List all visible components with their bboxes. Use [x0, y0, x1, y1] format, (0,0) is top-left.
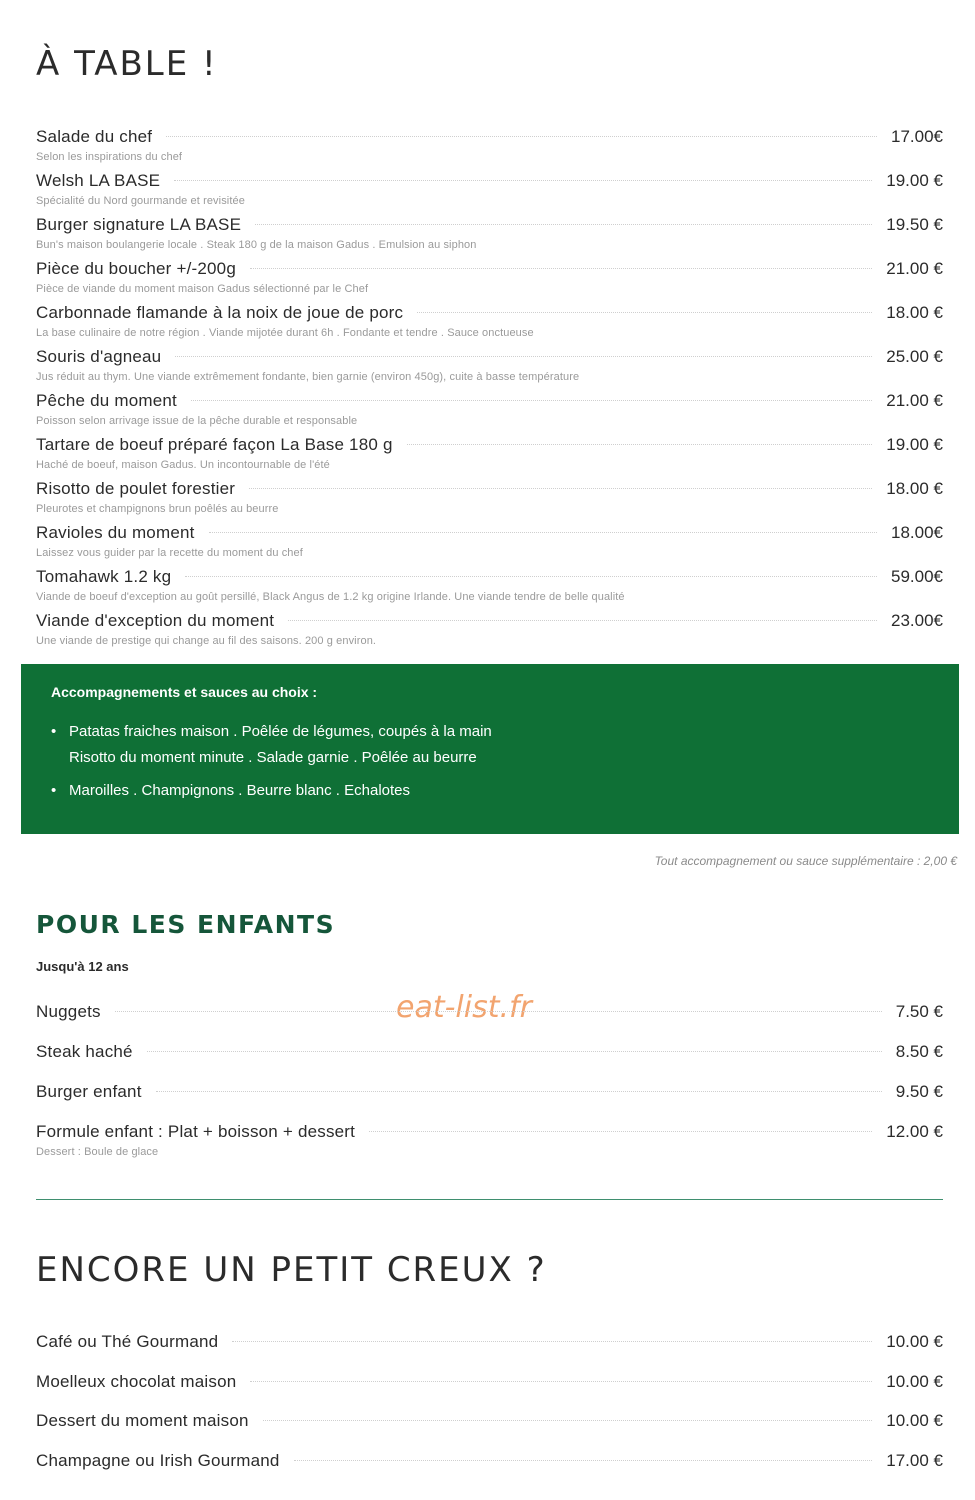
item-price: 17.00€ [891, 127, 943, 146]
dot-leader [407, 444, 873, 445]
item-name: Risotto de poulet forestier [36, 479, 236, 498]
kids-age-limit: Jusqu'à 12 ans [36, 959, 129, 974]
item-price: 10.00 € [886, 1372, 943, 1391]
item-description: Une viande de prestige qui change au fil des saisons. 200 g environ. [36, 635, 377, 647]
desserts-section-title: ENCORE UN PETIT CREUX ? [36, 1250, 547, 1290]
supplement-note: Tout accompagnement ou sauce supplémentaire : 2,00 € [654, 854, 957, 868]
menu-item [36, 215, 943, 251]
item-price: 9.50 € [895, 1082, 943, 1101]
dot-leader [250, 268, 872, 269]
sides-panel [21, 664, 959, 834]
menu-item [36, 171, 943, 207]
item-name: Pièce du boucher +/-200g [36, 259, 236, 278]
sauces-line: Maroilles . Champignons . Beurre blanc . Echalotes [69, 782, 411, 799]
item-description: Haché de boeuf, maison Gadus. Un incontournable de l'été [36, 459, 330, 471]
menu-item [36, 567, 943, 603]
menu-item [36, 1082, 943, 1106]
item-name: Tomahawk 1.2 kg [36, 567, 172, 586]
dot-leader [115, 1011, 882, 1012]
dot-leader [250, 1381, 872, 1382]
item-price: 25.00 € [886, 347, 943, 366]
watermark-logo: eat-list.fr [396, 990, 532, 1025]
item-name: Carbonnade flamande à la noix de joue de porc [36, 303, 404, 322]
item-name: Champagne ou Irish Gourmand [36, 1451, 280, 1470]
menu-item [36, 479, 943, 515]
item-price: 19.00 € [886, 171, 943, 190]
dot-leader [185, 576, 877, 577]
item-name: Salade du chef [36, 127, 153, 146]
item-name: Tartare de boeuf préparé façon La Base 180 g [36, 435, 393, 454]
item-price: 12.00 € [886, 1122, 943, 1141]
dot-leader [174, 180, 872, 181]
section-divider [36, 1199, 943, 1200]
sides-title: Accompagnements et sauces au choix : [51, 684, 318, 700]
item-price: 19.00 € [886, 435, 943, 454]
item-price: 10.00 € [886, 1332, 943, 1351]
dot-leader [417, 312, 872, 313]
item-description: Pleurotes et champignons brun poêlés au beurre [36, 503, 279, 515]
page-title: À TABLE ! [36, 44, 218, 84]
dot-leader [263, 1420, 873, 1421]
item-name: Steak haché [36, 1042, 133, 1061]
sides-line: Patatas fraiches maison . Poêlée de légumes, coupés à la main [69, 723, 492, 740]
dot-leader [288, 620, 877, 621]
item-name: Moelleux chocolat maison [36, 1372, 237, 1391]
item-price: 8.50 € [895, 1042, 943, 1061]
item-description: Jus réduit au thym. Une viande extrêmement fondante, bien garnie (environ 450g), cuite à basse température [36, 371, 580, 383]
item-description: Dessert : Boule de glace [36, 1146, 159, 1158]
dot-leader [156, 1091, 882, 1092]
item-price: 59.00€ [891, 567, 943, 586]
dot-leader [294, 1460, 873, 1461]
item-description: Selon les inspirations du chef [36, 151, 183, 163]
item-name: Dessert du moment maison [36, 1411, 249, 1430]
menu-item [36, 1411, 943, 1435]
item-name: Welsh LA BASE [36, 171, 161, 190]
dot-leader [175, 356, 872, 357]
dot-leader [232, 1341, 872, 1342]
sides-line: Risotto du moment minute . Salade garnie . Poêlée au beurre [69, 749, 477, 766]
item-name: Viande d'exception du moment [36, 611, 275, 630]
menu-item [36, 435, 943, 471]
item-name: Souris d'agneau [36, 347, 162, 366]
item-price: 18.00€ [891, 523, 943, 542]
item-price: 23.00€ [891, 611, 943, 630]
menu-item [36, 523, 943, 559]
item-price: 18.00 € [886, 479, 943, 498]
item-description: Bun's maison boulangerie locale . Steak 180 g de la maison Gadus . Emulsion au siphon [36, 239, 477, 251]
bullet-icon: • [51, 723, 57, 740]
item-price: 10.00 € [886, 1411, 943, 1430]
dot-leader [369, 1131, 872, 1132]
item-description: La base culinaire de notre région . Viande mijotée durant 6h . Fondante et tendre . Sauce onctueuse [36, 327, 534, 339]
item-name: Formule enfant : Plat + boisson + dessert [36, 1122, 356, 1141]
item-description: Viande de boeuf d'exception au goût persillé, Black Angus de 1.2 kg origine Irlande. Une viande tendre de belle qualité [36, 591, 625, 603]
menu-item [36, 1451, 943, 1475]
menu-item [36, 1372, 943, 1396]
item-name: Nuggets [36, 1002, 101, 1021]
item-price: 7.50 € [895, 1002, 943, 1021]
bullet-icon: • [51, 782, 57, 799]
menu-item [36, 1122, 943, 1158]
item-price: 18.00 € [886, 303, 943, 322]
item-name: Ravioles du moment [36, 523, 195, 542]
menu-item [36, 127, 943, 163]
dot-leader [147, 1051, 882, 1052]
menu-item [36, 391, 943, 427]
menu-item [36, 347, 943, 383]
item-name: Pêche du moment [36, 391, 177, 410]
item-description: Pièce de viande du moment maison Gadus sélectionné par le Chef [36, 283, 369, 295]
item-description: Spécialité du Nord gourmande et revisitée [36, 195, 245, 207]
menu-item [36, 1042, 943, 1066]
item-name: Café ou Thé Gourmand [36, 1332, 219, 1351]
item-price: 21.00 € [886, 259, 943, 278]
menu-item [36, 1002, 943, 1026]
kids-section-title: POUR LES ENFANTS [36, 910, 336, 939]
item-name: Burger enfant [36, 1082, 142, 1101]
menu-item [36, 303, 943, 339]
dot-leader [209, 532, 877, 533]
menu-item [36, 259, 943, 295]
item-description: Laissez vous guider par la recette du moment du chef [36, 547, 303, 559]
dot-leader [166, 136, 877, 137]
dot-leader [255, 224, 872, 225]
item-price: 17.00 € [886, 1451, 943, 1470]
item-price: 19.50 € [886, 215, 943, 234]
dot-leader [191, 400, 872, 401]
item-name: Burger signature LA BASE [36, 215, 242, 234]
item-description: Poisson selon arrivage issue de la pêche durable et responsable [36, 415, 358, 427]
item-price: 21.00 € [886, 391, 943, 410]
menu-item [36, 1332, 943, 1356]
dot-leader [249, 488, 872, 489]
menu-item [36, 611, 943, 647]
